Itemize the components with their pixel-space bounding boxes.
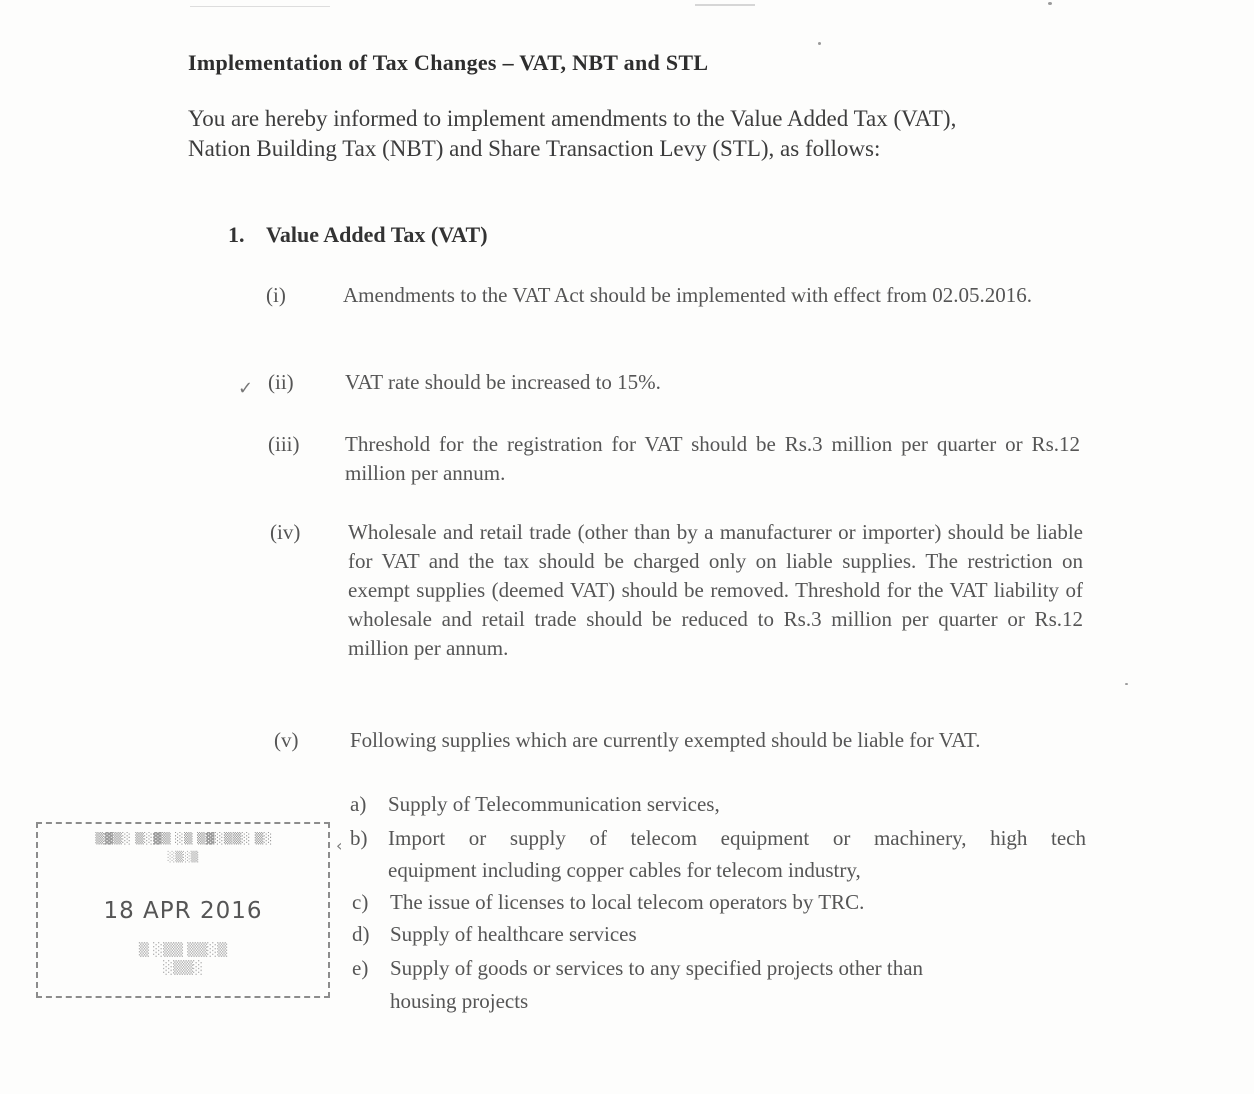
section-title: Value Added Tax (VAT) [266, 222, 488, 247]
sub-item-text: Supply of goods or services to any specified projects other than [390, 956, 924, 980]
item-text: VAT rate should be increased to 15%. [345, 370, 661, 394]
item-numeral: (i) [266, 283, 286, 307]
item-text: Following supplies which are currently exempted should be liable for VAT. [350, 728, 981, 752]
item-numeral: (ii) [268, 370, 294, 394]
sub-item-letter: e) [352, 956, 369, 980]
sub-item-a [350, 788, 1090, 820]
sub-item-text-continued: equipment including copper cables for telecom industry, [388, 858, 861, 882]
stamp-date: 18 APR 2016 [103, 898, 263, 924]
stamp-subtitle-smudge: ░▒░▒ [167, 852, 199, 863]
top-edge-smudge [190, 0, 330, 7]
sub-item-text: Supply of healthcare services [390, 922, 637, 946]
sub-item-letter: d) [352, 922, 370, 946]
document-title: Implementation of Tax Changes – VAT, NBT and STL [188, 50, 709, 75]
sub-item-text: Import or supply of telecom equipment or machinery, high tech [388, 826, 1086, 850]
stamp-organisation-smudge: ▒▓▒░ ▒░▓▒ ░▒ ▒▓░▒▒░ ▒░ [95, 832, 273, 845]
sub-item-text: The issue of licenses to local telecom operators by TRC. [390, 890, 865, 914]
list-item-iv [270, 518, 1090, 698]
item-text: Threshold for the registration for VAT should be Rs.3 million per quarter or Rs.12 million per annum. [345, 432, 1080, 485]
sub-item-letter: b) [350, 826, 368, 850]
handwritten-tick-icon: ✓ [238, 378, 254, 399]
sub-item-c [352, 886, 1092, 918]
section-heading-vat [228, 222, 488, 248]
sub-item-letter: c) [352, 890, 369, 914]
received-date-stamp [36, 822, 330, 998]
section-number: 1. [228, 222, 245, 247]
list-item-iii [268, 430, 1088, 490]
item-numeral: (v) [274, 728, 299, 752]
sub-item-letter: a) [350, 792, 367, 816]
sub-item-e [352, 952, 1092, 1016]
handwritten-mark-icon: ‹ [336, 836, 343, 855]
sub-item-text-continued: housing projects [390, 989, 529, 1013]
intro-paragraph [188, 104, 1088, 164]
scan-speck [1125, 683, 1128, 685]
scan-speck [1048, 2, 1052, 5]
list-item-v [274, 724, 1094, 788]
list-item-ii [268, 368, 1088, 398]
sub-item-text: Supply of Telecommunication services, [388, 792, 720, 816]
scan-speck [818, 42, 821, 45]
list-item-i [266, 281, 1086, 341]
sub-item-b [350, 822, 1090, 886]
item-numeral: (iii) [268, 432, 300, 456]
intro-line-2: Nation Building Tax (NBT) and Share Transaction Levy (STL), as follows: [188, 136, 881, 161]
item-numeral: (iv) [270, 520, 301, 544]
item-text: Amendments to the VAT Act should be implemented with effect from 02.05.2016. [343, 283, 1033, 307]
item-text: Wholesale and retail trade (other than by a manufacturer or importer) should be liable for VAT and the tax should be charged only on liable supplies. The restriction on exempt supplies (deemed VAT) should be removed. Threshold for the VAT liability of wholesale and retail trade should be reduced to Rs.3 million per quarter or Rs.12 million per annum. [348, 520, 1083, 660]
top-edge-smudge [695, 0, 755, 6]
sub-item-d [352, 918, 1092, 950]
stamp-signature-smudge: ▒ ░▒▒ ▒▒░▒ ░▒▒░ [138, 943, 228, 976]
intro-line-1: You are hereby informed to implement amendments to the Value Added Tax (VAT), [188, 106, 957, 131]
